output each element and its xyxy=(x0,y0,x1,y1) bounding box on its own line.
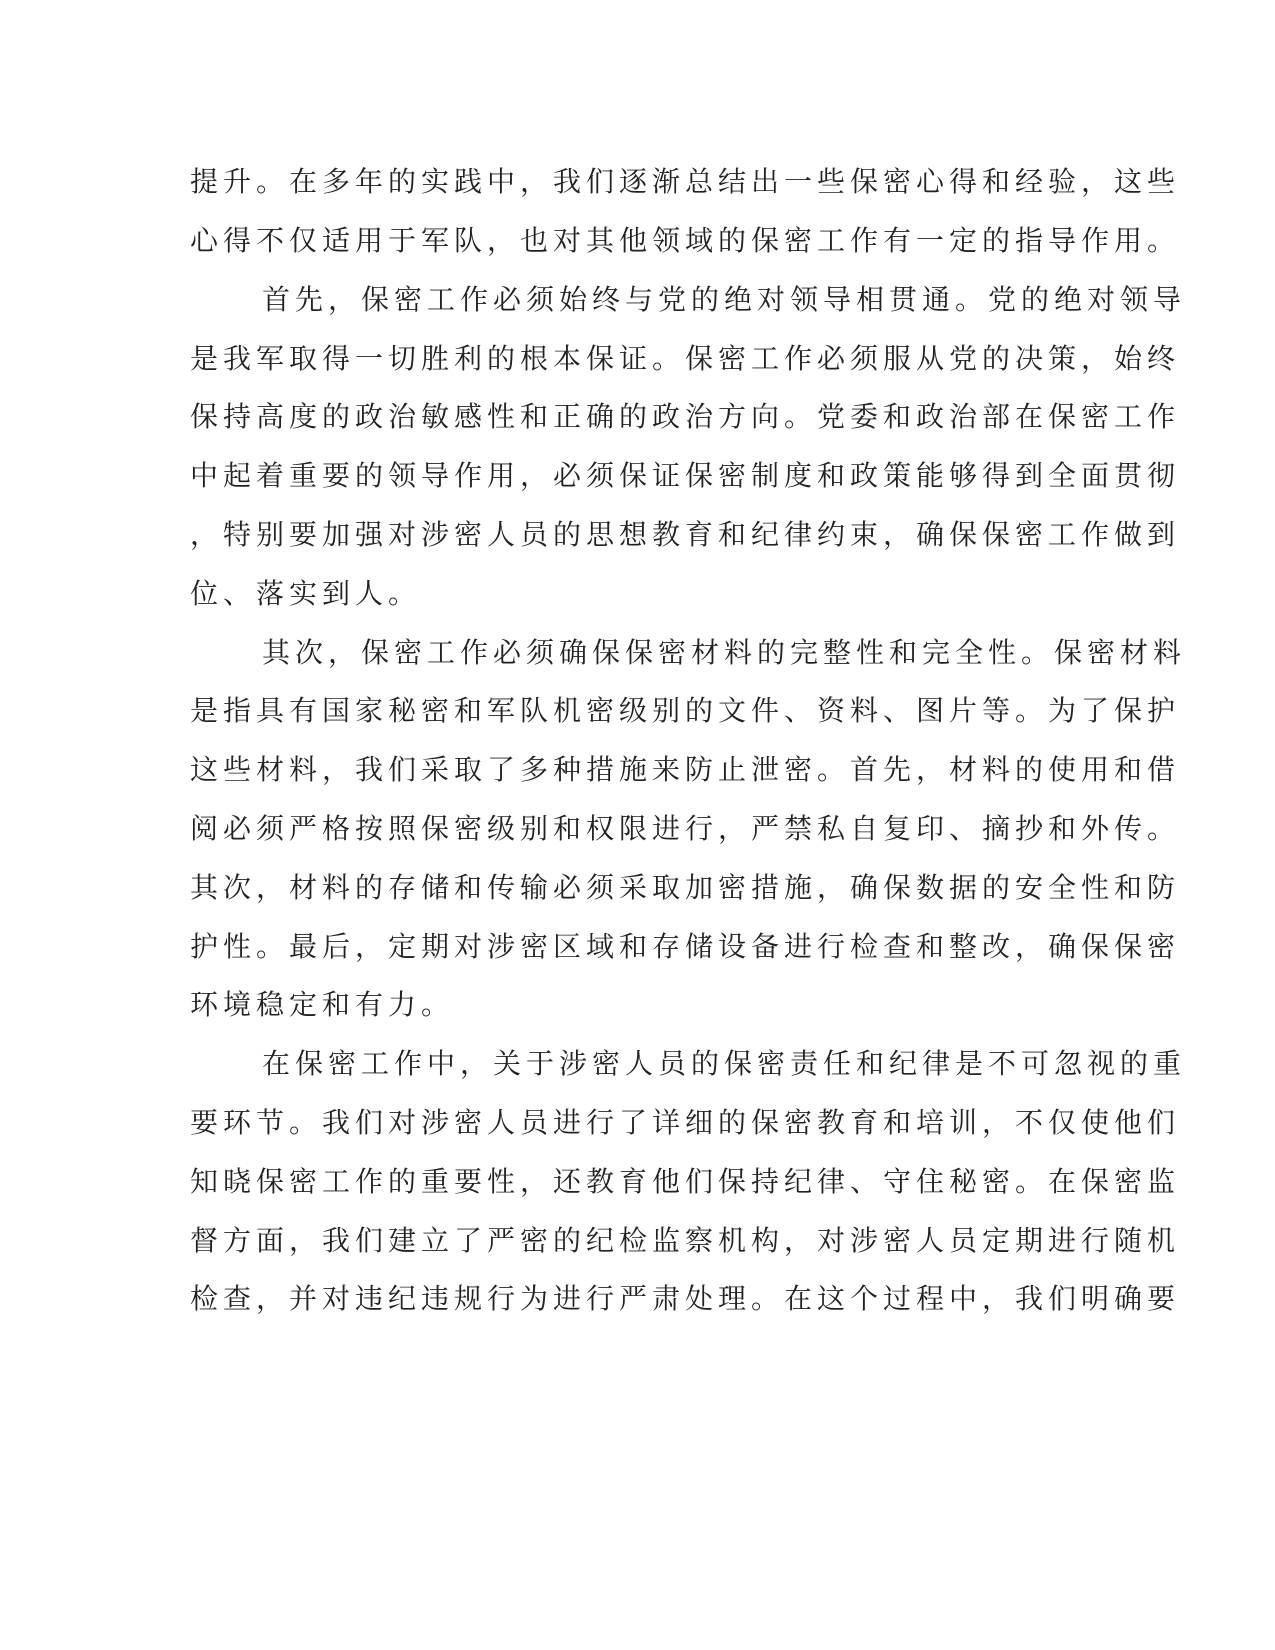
paragraph-first-line: 首先，保密工作必须始终与党的绝对领导相贯通。党的绝对领导 xyxy=(262,283,1187,316)
text-line: 检查，并对违纪违规行为进行严肃处理。在这个过程中，我们明确要 xyxy=(190,1282,1181,1315)
text-line: 阅必须严格按照保密级别和权限进行，严禁私自复印、摘抄和外传。 xyxy=(190,812,1181,845)
text-line: 中起着重要的领导作用，必须保证保密制度和政策能够得到全面贯彻 xyxy=(190,459,1181,492)
text-line: 环境稳定和有力。 xyxy=(190,988,455,1021)
text-line: 是指具有国家秘密和军队机密级别的文件、资料、图片等。为了保护 xyxy=(190,694,1181,727)
text-line: 心得不仅适用于军队，也对其他领域的保密工作有一定的指导作用。 xyxy=(190,224,1181,257)
text-line: 督方面，我们建立了严密的纪检监察机构，对涉密人员定期进行随机 xyxy=(190,1224,1181,1257)
text-line: 要环节。我们对涉密人员进行了详细的保密教育和培训，不仅使他们 xyxy=(190,1106,1181,1139)
text-line: 护性。最后，定期对涉密区域和存储设备进行检查和整改，确保保密 xyxy=(190,930,1181,963)
text-line: 位、落实到人。 xyxy=(190,577,422,610)
text-line: 保持高度的政治敏感性和正确的政治方向。党委和政治部在保密工作 xyxy=(190,400,1181,433)
text-line: 这些材料，我们采取了多种措施来防止泄密。首先，材料的使用和借 xyxy=(190,753,1181,786)
text-line: 知晓保密工作的重要性，还教育他们保持纪律、守住秘密。在保密监 xyxy=(190,1165,1181,1198)
text-line: 是我军取得一切胜利的根本保证。保密工作必须服从党的决策，始终 xyxy=(190,342,1181,375)
text-line: 提升。在多年的实践中，我们逐渐总结出一些保密心得和经验，这些 xyxy=(190,165,1181,198)
text-line: 其次，材料的存储和传输必须采取加密措施，确保数据的安全性和防 xyxy=(190,871,1181,904)
text-line: ，特别要加强对涉密人员的思想教育和纪律约束，确保保密工作做到 xyxy=(190,518,1181,551)
paragraph-first-line: 在保密工作中，关于涉密人员的保密责任和纪律是不可忽视的重 xyxy=(262,1047,1187,1080)
paragraph-first-line: 其次，保密工作必须确保保密材料的完整性和完全性。保密材料 xyxy=(262,636,1187,669)
